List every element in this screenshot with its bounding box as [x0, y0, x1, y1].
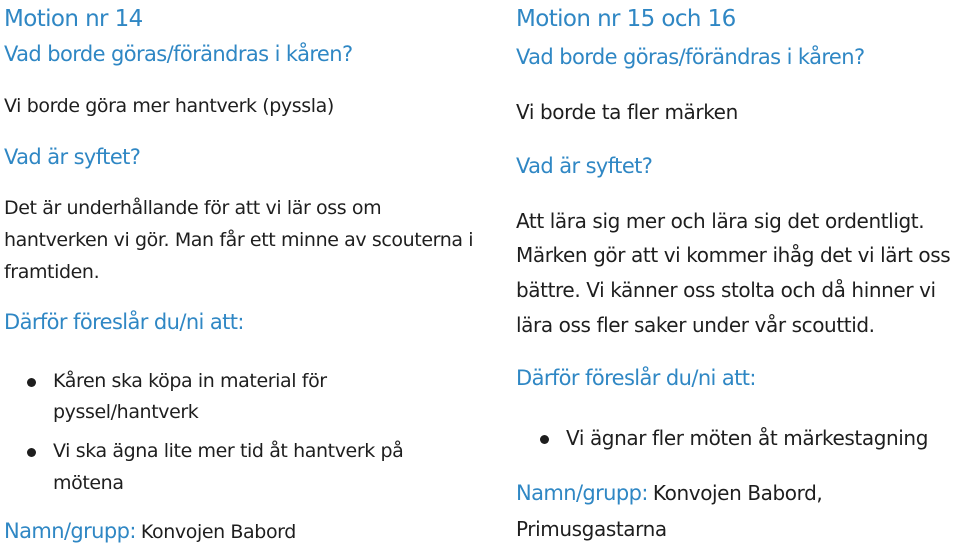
proposal-heading: Därför föreslår du/ni att: — [4, 310, 244, 334]
group-signature — [4, 521, 296, 542]
motion-title: Motion nr 14 — [4, 6, 143, 32]
purpose-line: Det är underhållande för att vi lär oss om — [4, 197, 382, 219]
question-purpose: Vad är syftet? — [516, 154, 653, 178]
answer-change: Vi borde ta fler märken — [516, 100, 738, 124]
list-item-line: Vi ska ägna lite mer tid åt hantverk på — [53, 440, 404, 462]
purpose-line: bättre. Vi känner oss stolta och då hinner vi — [516, 278, 936, 302]
motion-title: Motion nr 15 och 16 — [516, 6, 736, 32]
question-change: Vad borde göras/förändras i kåren? — [4, 42, 353, 66]
bullet-icon — [27, 378, 36, 387]
list-item-line: Kåren ska köpa in material för — [53, 370, 327, 392]
bullet-icon — [27, 448, 36, 457]
purpose-line: Märken gör att vi kommer ihåg det vi lärt oss — [516, 243, 951, 267]
purpose-line: Att lära sig mer och lära sig det ordentligt. — [516, 209, 925, 233]
group-value-continued: Primusgastarna — [516, 517, 667, 541]
group-label: Namn/grupp: — [516, 481, 648, 505]
group-value: Konvojen Babord — [140, 521, 296, 543]
answer-change: Vi borde göra mer hantverk (pyssla) — [4, 95, 334, 117]
question-purpose: Vad är syftet? — [4, 145, 141, 169]
list-item-line: mötena — [53, 472, 124, 494]
purpose-line: hantverken vi gör. Man får ett minne av scouterna i — [4, 229, 474, 251]
purpose-line: lära oss fler saker under vår scouttid. — [516, 313, 875, 337]
group-value: Konvojen Babord, — [652, 481, 823, 505]
bullet-icon — [540, 435, 549, 444]
list-item-line: pyssel/hantverk — [53, 401, 199, 423]
purpose-line: framtiden. — [4, 261, 100, 283]
list-item-line: Vi ägnar fler möten åt märkestagning — [566, 426, 929, 450]
question-change: Vad borde göras/förändras i kåren? — [516, 45, 865, 69]
group-label: Namn/grupp: — [4, 519, 136, 543]
proposal-heading: Därför föreslår du/ni att: — [516, 366, 756, 390]
